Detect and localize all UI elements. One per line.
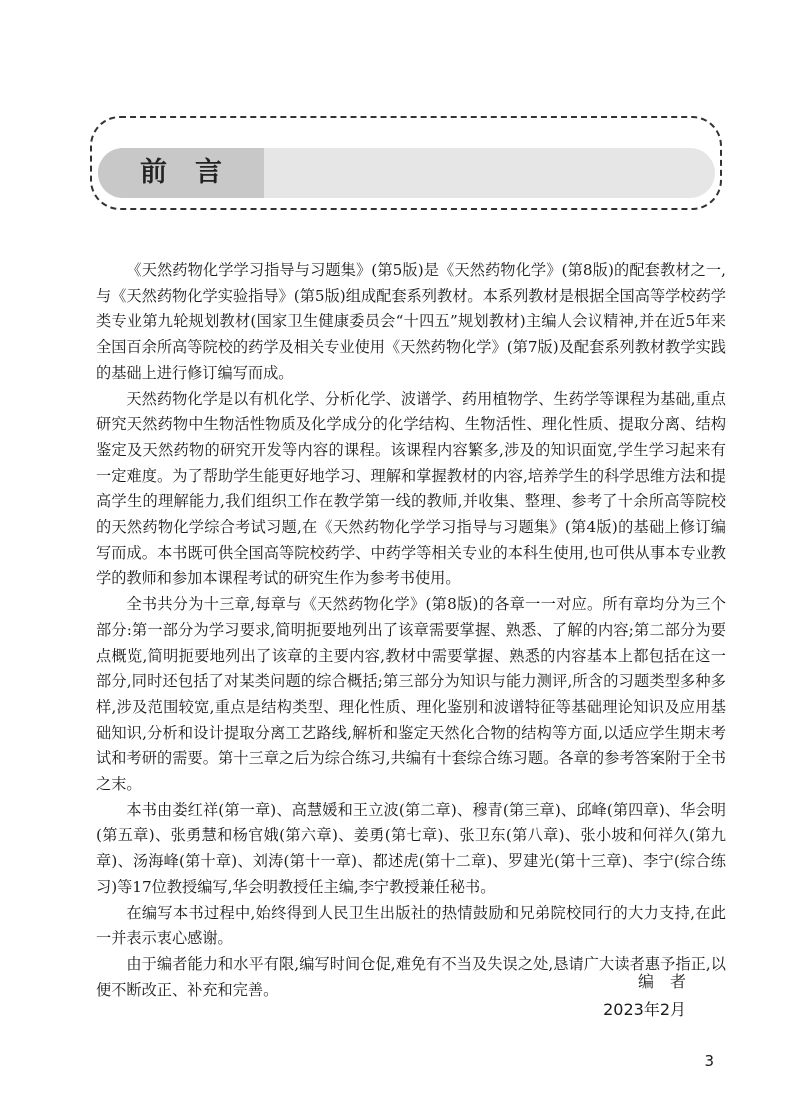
paragraph-5: 在编写本书过程中,始终得到人民卫生出版社的热情鼓励和兄弟院校同行的大力支持,在此一并表示衷心感谢。 — [96, 903, 726, 948]
page-number: 3 — [704, 1052, 714, 1070]
page-title: 前言 — [140, 157, 250, 188]
paragraph-4: 本书由娄红祥(第一章)、高慧媛和王立波(第二章)、穆青(第三章)、邱峰(第四章)、华会明(第五章)、张勇慧和杨官娥(第六章)、姜勇(第七章)、张卫东(第八章)、张小坡和何祥久(第九章)、汤海峰(第十章)、刘涛(第十一章)、都述虎(第十二章)、罗建光(第十三章)、李宁(综合练习)等17位教授编写,华会明教授任主编,李宁教授兼任秘书。 — [96, 800, 726, 896]
paragraph-3: 全书共分为十三章,每章与《天然药物化学》(第8版)的各章一一对应。所有章均分为三个部分:第一部分为学习要求,简明扼要地列出了该章需要掌握、熟悉、了解的内容;第二部分为要点概览,简明扼要地列出了该章的主要内容,教材中需要掌握、熟悉的内容基本上都包括在这一部分,同时还包括了对某类问题的综合概括;第三部分为知识与能力测评,所含的习题类型多种多样,涉及范围较宽,重点是结构类型、理化性质、理化鉴别和波谱特征等基础理论知识及应用基础知识,分析和设计提取分离工艺路线,解析和鉴定天然化合物的结构等方面,以适应学生期末考试和考研的需要。第十三章之后为综合练习,共编有十套综合练习题。各章的参考答案附于全书之末。 — [96, 595, 726, 794]
paragraph-6: 由于编者能力和水平有限,编写时间仓促,难免有不当及失误之处,恳请广大读者惠予指正,以便不断改正、补充和完善。 — [96, 954, 726, 999]
signature-date: 2023年2月 — [603, 1000, 686, 1019]
preface-body — [96, 258, 726, 1003]
signature — [603, 968, 702, 1024]
paragraph-2: 天然药物化学是以有机化学、分析化学、波谱学、药用植物学、生药学等课程为基础,重点研究天然药物中生物活性物质及化学成分的化学结构、生物活性、理化性质、提取分离、结构鉴定及天然药物的研究开发等内容的课程。该课程内容繁多,涉及的知识面宽,学生学习起来有一定难度。为了帮助学生能更好地学习、理解和掌握教材的内容,培养学生的科学思维方法和提高学生的理解能力,我们组织工作在教学第一线的教师,并收集、整理、参考了十余所高等院校的天然药物化学综合考试习题,在《天然药物化学学习指导与习题集》(第4版)的基础上修订编写而成。本书既可供全国高等院校药学、中药学等相关专业的本科生使用,也可供从事本专业教学的教师和参加本课程考试的研究生作为参考书使用。 — [96, 389, 726, 588]
paragraph-1: 《天然药物化学学习指导与习题集》(第5版)是《天然药物化学》(第8版)的配套教材之一,与《天然药物化学实验指导》(第5版)组成配套系列教材。本系列教材是根据全国高等学校药学类专业第九轮规划教材(国家卫生健康委员会“十四五”规划教材)主编人会议精神,并在近5年来全国百余所高等院校的药学及相关专业使用《天然药物化学》(第7版)及配套系列教材教学实践的基础上进行修订编写而成。 — [96, 261, 726, 382]
signature-editor: 编者 — [637, 972, 702, 991]
